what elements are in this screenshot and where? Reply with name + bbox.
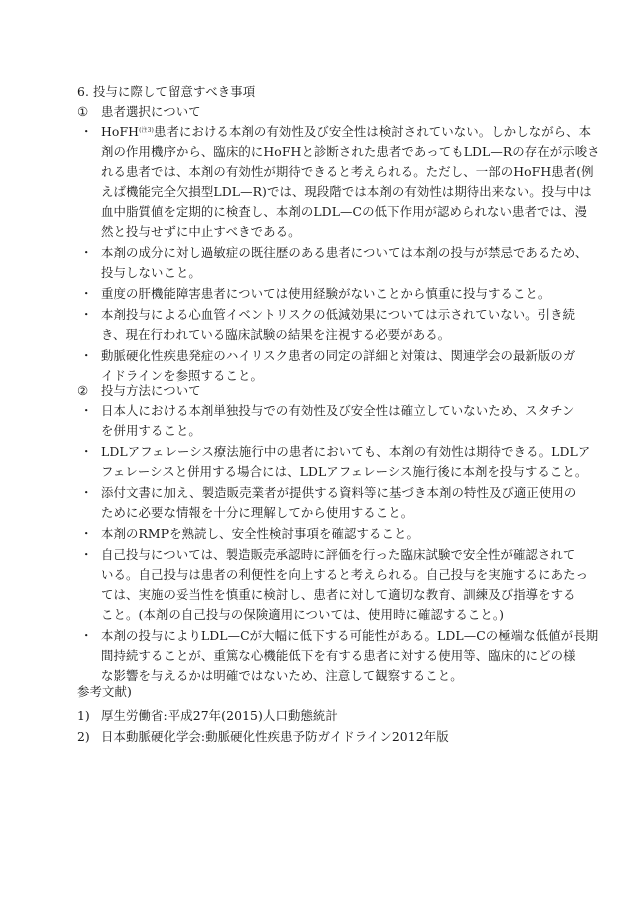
- bullet-mark: ・: [80, 245, 93, 260]
- bullet-text-line: を併用すること。: [101, 423, 201, 438]
- bullet-text-line: いる。自己投与は患者の利便性を向上すると考えられる。自己投与を実施するにあたっ: [101, 567, 589, 582]
- bullet-text-line: LDLアフェレーシス療法施行中の患者においても、本剤の有効性は期待できる。LDLア: [101, 444, 591, 459]
- text-fragment: HoFH: [101, 124, 140, 139]
- reference-text: 日本動脈硬化学会:動脈硬化性疾患予防ガイドライン2012年版: [101, 729, 449, 744]
- bullet-mark: ・: [80, 307, 93, 322]
- bullet-text-line: イドラインを参照すること。: [101, 368, 264, 383]
- bullet-mark: ・: [80, 444, 93, 459]
- bullet-text-line: [101, 122, 591, 142]
- subsection-marker: ①: [77, 104, 89, 119]
- bullet-text-line: 投与しないこと。: [101, 265, 201, 280]
- bullet-mark: ・: [80, 286, 93, 301]
- bullet-text-line: ために必要な情報を十分に理解してから使用すること。: [101, 505, 414, 520]
- references-title: 参考文献): [77, 684, 132, 699]
- bullet-text-line: 日本人における本剤単独投与での有効性及び安全性は確立していないため、スタチン: [101, 403, 575, 418]
- bullet-text-line: 本剤の投与によりLDL—Cが大幅に低下する可能性がある。LDL—Cの極端な低値が長期: [101, 628, 599, 643]
- bullet-mark: ・: [80, 348, 93, 363]
- footnote-marker: (注3): [139, 127, 154, 134]
- bullet-mark: ・: [80, 403, 93, 418]
- bullet-mark: ・: [80, 628, 93, 643]
- bullet-text-line: 剤の作用機序から、臨床的にHoFHと診断された患者であってもLDL—Rの存在が示唆さ: [101, 144, 600, 159]
- bullet-text-line: な影響を与えるかは明確ではないため、注意して観察すること。: [101, 668, 463, 683]
- bullet-text-line: 添付文書に加え、製造販売業者が提供する資料等に基づき本剤の特性及び適正使用の: [101, 485, 577, 500]
- subsection-title: 投与方法について: [101, 383, 201, 398]
- reference-number: 1): [77, 708, 90, 723]
- reference-number: 2): [77, 729, 90, 744]
- bullet-text-line: き、現在行われている臨床試験の結果を注視する必要がある。: [101, 327, 451, 342]
- bullet-text-line: 自己投与については、製造販売承認時に評価を行った臨床試験で安全性が確認されて: [101, 547, 576, 562]
- subsection-title: 患者選択について: [101, 104, 201, 119]
- bullet-text-line: 本剤の成分に対し過敏症の既往歴のある患者については本剤の投与が禁忌であるため、: [101, 245, 588, 260]
- bullet-text-line: ては、実施の妥当性を慎重に検討し、患者に対して適切な教育、訓練及び指導をする: [101, 587, 576, 602]
- bullet-text-line: 間持続することが、重篤な心機能低下を有する患者に対する使用等、臨床的にどの様: [101, 648, 576, 663]
- bullet-text-line: 血中脂質値を定期的に検査し、本剤のLDL—Cの低下作用が認められない患者では、漫: [101, 204, 587, 219]
- bullet-mark: ・: [80, 547, 93, 562]
- bullet-mark: ・: [80, 124, 93, 139]
- bullet-text-line: こと。(本剤の自己投与の保険適用については、使用時に確認すること。): [101, 607, 505, 622]
- bullet-text-line: れる患者では、本剤の有効性が期待できると考えられる。ただし、一部のHoFH患者(例: [101, 164, 594, 179]
- bullet-text-line: えば機能完全欠損型LDL—R)では、現段階では本剤の有効性は期待出来ない。投与中は: [101, 184, 592, 199]
- text-fragment: 患者における本剤の有効性及び安全性は検討されていない。しかしながら、本: [153, 124, 592, 139]
- subsection-marker: ②: [77, 383, 89, 398]
- bullet-text-line: 動脈硬化性疾患発症のハイリスク患者の同定の詳細と対策は、関連学会の最新版のガ: [101, 348, 576, 363]
- bullet-text-line: 然と投与せずに中止すべきである。: [101, 224, 301, 239]
- bullet-text-line: 重度の肝機能障害患者については使用経験がないことから慎重に投与すること。: [101, 286, 551, 301]
- bullet-text-line: 本剤のRMPを熟読し、安全性検討事項を確認すること。: [101, 526, 419, 541]
- section-title: 6. 投与に際して留意すべき事項: [77, 84, 256, 99]
- reference-text: 厚生労働省:平成27年(2015)人口動態統計: [101, 708, 338, 723]
- bullet-mark: ・: [80, 526, 93, 541]
- bullet-mark: ・: [80, 485, 93, 500]
- bullet-text-line: 本剤投与による心血管イベントリスクの低減効果については示されていない。引き続: [101, 307, 576, 322]
- bullet-text-line: フェレーシスと併用する場合には、LDLアフェレーシス施行後に本剤を投与すること。: [101, 464, 588, 479]
